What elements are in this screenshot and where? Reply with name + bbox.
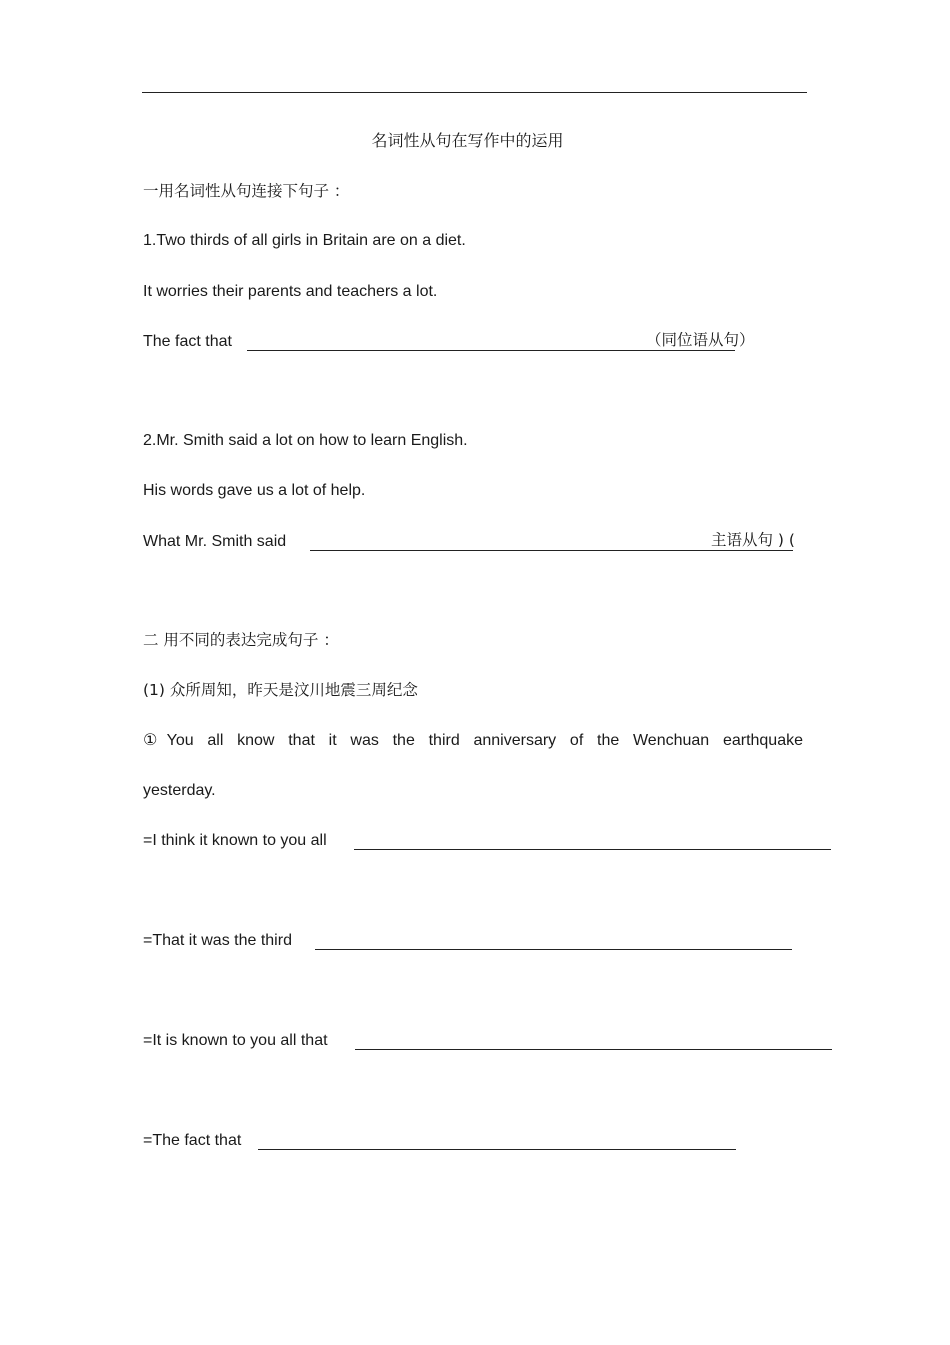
- alt3-answer-blank[interactable]: [355, 1049, 832, 1050]
- q1-hint: （同位语从句）: [646, 331, 755, 349]
- alt4-answer-blank[interactable]: [258, 1149, 736, 1150]
- item1-english-line2: yesterday.: [143, 782, 216, 799]
- q2-hint: 主语从句 ) (: [711, 531, 795, 549]
- q2-answer-blank[interactable]: [310, 550, 793, 551]
- alt2-answer-blank[interactable]: [315, 949, 792, 950]
- item1-english-line1: ①You all know that it was the third anniversary of the Wenchuan earthquake: [143, 732, 803, 749]
- q1-answer-blank[interactable]: [247, 350, 735, 351]
- alt3-prompt: =It is known to you all that: [143, 1032, 328, 1049]
- alt1-answer-blank[interactable]: [354, 849, 831, 850]
- q1-sentence-1: 1.Two thirds of all girls in Britain are on a diet.: [143, 232, 466, 249]
- section2-heading: 二 用不同的表达完成句子 ：: [143, 631, 339, 649]
- q2-sentence-1: 2.Mr. Smith said a lot on how to learn English.: [143, 432, 468, 449]
- alt4-prompt: =The fact that: [143, 1132, 242, 1149]
- q1-sentence-2: It worries their parents and teachers a lot.: [143, 283, 438, 300]
- q2-prompt: What Mr. Smith said: [143, 533, 287, 550]
- page-title: 名词性从句在写作中的运用: [371, 131, 564, 150]
- q1-prompt: The fact that: [143, 333, 232, 350]
- alt2-prompt: =That it was the third: [143, 932, 292, 949]
- alt1-prompt: =I think it known to you all: [143, 832, 327, 849]
- top-rule: [142, 92, 807, 93]
- section1-heading: 一用名词性从句连接下句子 ：: [143, 182, 350, 200]
- q2-sentence-2: His words gave us a lot of help.: [143, 482, 366, 499]
- item1-chinese: (1) 众所周知，昨天是汶川地震三周纪念: [143, 681, 418, 699]
